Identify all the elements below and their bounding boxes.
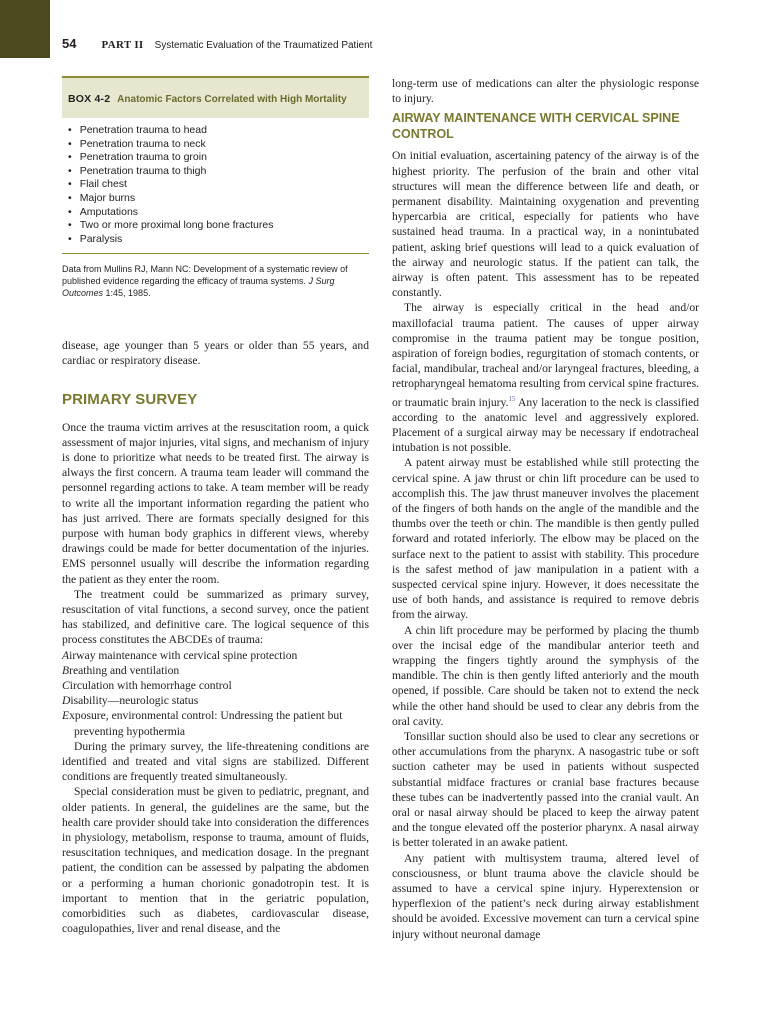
list-item: • Penetration trauma to thigh [68, 165, 369, 179]
box-number: BOX 4-2 [68, 93, 111, 105]
running-header [62, 36, 742, 54]
paragraph: Special consideration must be given to pediatric, pregnant, and older patients. In general, the guidelines are the same, but the health care provider should take into consideration the differences in physiology, metabolism, response to trauma, amount of fluids, resuscitation techniques, and medication dosage. In the pregnant patient, the condition can be assessed by palpating the abdomen or a performing a human chorionic gonadotropin test. It is important to mention that in the geriatric population, comorbidities such as diabetes, cardiovascular disease, coagulopathies, liver and renal disease, and the [62, 785, 369, 936]
list-item: • Amputations [68, 206, 369, 220]
paragraph: The treatment could be summarized as primary survey, resuscitation of vital functions, a second survey, once the patient has stabilized, and definitive care. The logical sequence of this process constitutes the ABCDEs of trauma: [62, 587, 369, 647]
abcde-item: Airway maintenance with cervical spine protection [62, 648, 298, 662]
box-4-2 [62, 76, 369, 299]
section-heading-airway: AIRWAY MAINTENANCE WITH CERVICAL SPINE CONTROL [392, 111, 680, 142]
part-title: Systematic Evaluation of the Traumatized Patient [154, 40, 373, 51]
box-list [62, 118, 369, 253]
list-item: • Flail chest [68, 178, 369, 192]
page-number: 54 [62, 36, 77, 51]
chapter-tab [0, 0, 50, 58]
box-source-note [62, 253, 369, 299]
paragraph: The airway is especially critical in the head and/or maxillofacial trauma patient. The causes of upper airway compromise in the trauma patient may be tongue position, aspiration of foreign bodies, regurgitation of stomach contents, or facial, mandibular, tracheal and/or laryngeal fractures, bleeding, a retropharyngeal hematoma resulting from cervical spine fractures. or traumatic brain injury.$^{15}$ Any laceration to the neck is classified according to the anatomic level and aggressively explored. Placement of a surgical airway may be necessary if endotracheal intubation is not possible. [392, 301, 699, 455]
list-item: • Paralysis [68, 233, 369, 247]
left-body [62, 338, 369, 936]
list-item: • Penetration trauma to head [68, 124, 369, 138]
list-item: • Penetration trauma to neck [68, 138, 369, 152]
continued-paragraph: disease, age younger than 5 years or older than 55 years, and cardiac or respiratory disease. [62, 339, 369, 368]
abcde-list [62, 648, 369, 739]
list-item: • Penetration trauma to groin [68, 151, 369, 165]
abcde-item: Breathing and ventilation [62, 663, 180, 677]
paragraph: Tonsillar suction should also be used to clear any secretions or other accumulations from the pharynx. A nasogastric tube or soft suction catheter may be used in patients without suspected substantial midface fractures or cranial base fractures because these tubes can be inadvertently passed into the cranial vault. An oral or nasal airway should be placed to keep the airway patent and the tongue elevated off the posterior pharynx. A nasal airway is better tolerated in an awake patient. [392, 729, 699, 850]
paragraph: A patent airway must be established while still protecting the cervical spine. A jaw thrust or chin lift procedure can be used to accomplish this. The jaw thrust maneuver involves the placement of the fingers of both hands on the angle of the mandible and the thumbs over the teeth or chin. The mandible is then gently pulled forward and rotated inferiorly. The elbow may be placed on the surface next to the patient to assist with stability. This procedure is the safest method of jaw manipulation in a patient with a suspected cervical spine injury. However, it does necessitate the use of both hands, and assistance is required to remove debris from the airway. [392, 456, 699, 622]
left-column [62, 76, 369, 936]
paragraph: Any patient with multisystem trauma, altered level of consciousness, or blunt trauma above the clavicle should be assumed to have a cervical spine injury. Hyperextension or hyperflexion of the patient’s neck during airway establishment should be avoided. Excessive movement can turn a cervical spine injury without neuronal damage [392, 851, 699, 941]
abcde-item: Circulation with hemorrhage control [62, 678, 232, 692]
source-text: Data from Mullins RJ, Mann NC: Development of a systematic review of published evidence regarding the efficacy of trauma systems. [62, 264, 348, 286]
abcde-item: Exposure, environmental control: Undressing the patient but preventing hypothermia [62, 709, 343, 738]
part-label: PART II [101, 39, 144, 51]
source-journal: J Surg Outcomes [62, 275, 335, 298]
list-item: • Two or more proximal long bone fractures [68, 219, 369, 233]
reference-superscript[interactable]: 15 [508, 394, 516, 403]
section-heading-primary-survey: PRIMARY SURVEY [62, 390, 198, 408]
paragraph: On initial evaluation, ascertaining patency of the airway is of the highest priority. The perfusion of the brain and other vital structures will mean the difference between life and death, or permanent disability. Maintaining oxygenation and preventing hypercarbia are critical, especially for patients who have sustained head trauma. In a practical way, in a nonintubated patient, asking brief questions will lead to a quick evaluation of the airway and neurologic status. If the patient can talk, the airway is often patent. This assessment has to be repeated constantly. [392, 149, 699, 300]
paragraph: Once the trauma victim arrives at the resuscitation room, a quick assessment of major injuries, vital signs, and mechanism of injury is done to prioritize what needs to be treated first. The airway is always the first concern. A trauma team leader will command the personnel regarding actions to take. A team member will be ready to write all the important information regarding the patient who has just arrived. There are formats specially designed for this purpose with human body graphics in different views, whereby drawings could be made for better documentation of the injuries. EMS personnel usually will describe the information regarding the patient as they enter the room. [62, 420, 369, 586]
source-tail: 1:45, 1985. [105, 287, 151, 298]
continued-paragraph: long-term use of medications can alter the physiologic response to injury. [392, 77, 699, 106]
right-body [392, 76, 699, 942]
box-title [62, 78, 369, 118]
list-item: • Major burns [68, 192, 369, 206]
box-heading: Anatomic Factors Correlated with High Mortality [117, 94, 347, 105]
paragraph: During the primary survey, the life-threatening conditions are identified and treated and vital signs are stabilized. Different conditions are frequently treated simultaneously. [62, 739, 369, 784]
paragraph: A chin lift procedure may be performed by placing the thumb over the incisal edge of the mandibular anterior teeth and wrapping the fingers tightly around the symphysis of the mandible. The chin is then gently lifted anteriorly and the mouth opened, if possible. Care should be taken not to extend the neck while the other hand should be used to clear any debris from the oral cavity. [392, 623, 699, 728]
right-column [392, 76, 699, 942]
abcde-item: Disability—neurologic status [62, 694, 199, 708]
